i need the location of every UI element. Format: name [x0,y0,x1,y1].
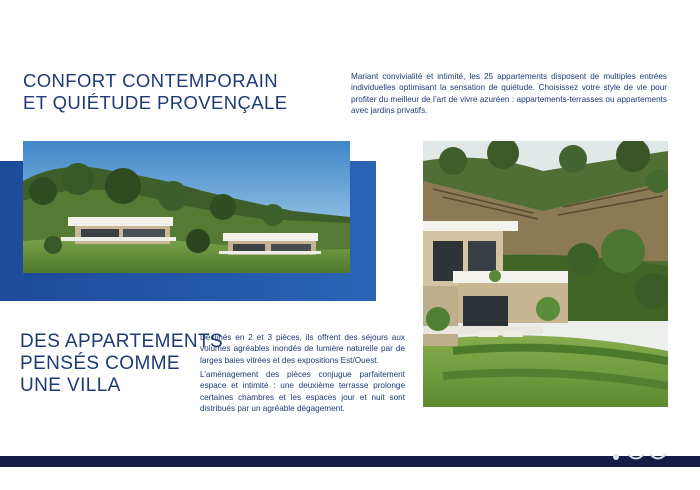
section1-title [23,70,287,114]
section2-title-line2: PENSÉS COMME [20,353,180,374]
footer-logo-mark [610,451,672,468]
section2-title-line1: DES APPARTEMENTS [20,331,224,352]
section1-title-line2: ET QUIÉTUDE PROVENÇALE [23,92,288,113]
section2-title [20,331,223,397]
terrace-garden-photo [423,141,668,407]
section2-title-line3: UNE VILLA [20,375,121,396]
footer-band [0,456,700,467]
villa-exterior-photo [23,141,350,273]
section1-title-line1: CONFORT CONTEMPORAIN [23,70,279,91]
section2-paragraph-1: Déclinés en 2 et 3 pièces, ils offrent des séjours aux volumes agréables inondés de lumière naturelle par de larges baies vitrées et des expositions Est/Ouest. [200,333,405,365]
section2-paragraph-2: L’aménagement des pièces conjugue parfaitement espace et intimité : une deuxième terrasse prolonge certaines chambres et les espaces jour et nuit sont distribués par un agréable dégagement. [200,370,405,413]
section1-paragraph: Mariant convivialité et intimité, les 25 appartements disposent de multiples entrées individuelles optimisant la sensation de quiétude. Choisissez votre style de vie pour profiter du meilleur de l’art de vivre azuréen : appartements-terrasses ou appartements avec jardins privatifs. [351,72,667,115]
